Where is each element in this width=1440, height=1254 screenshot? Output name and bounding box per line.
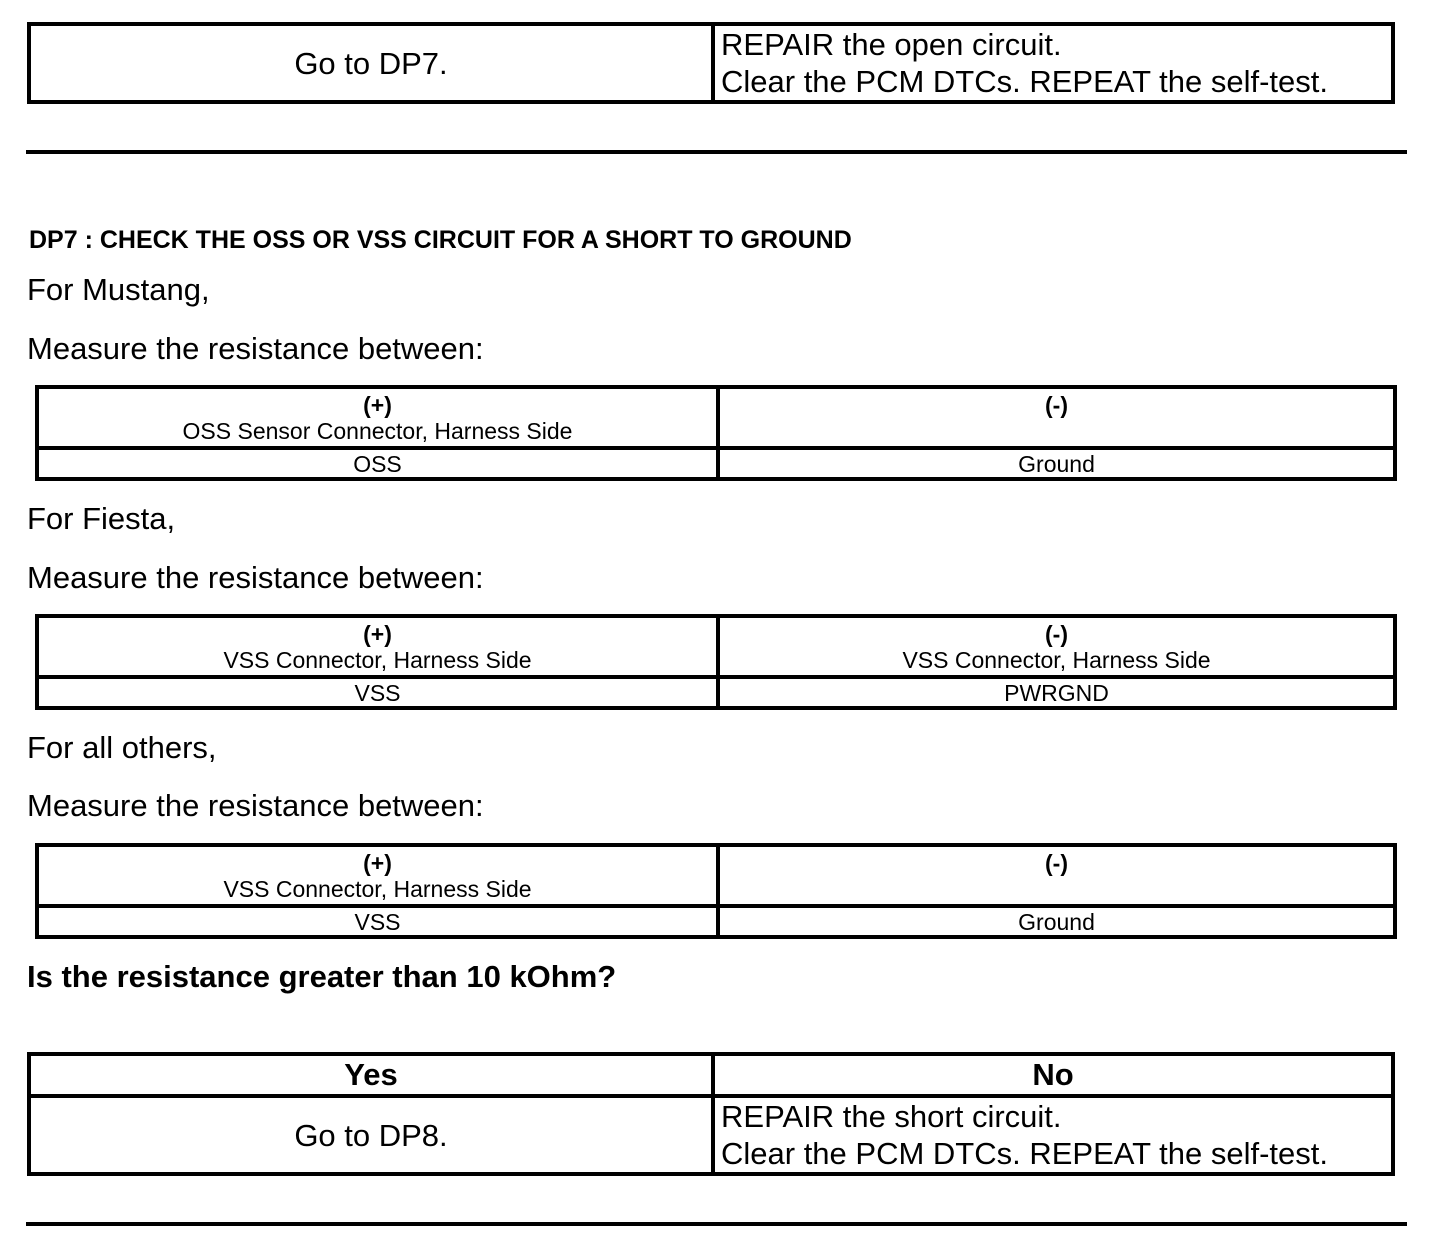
yes-action-cell <box>29 1096 713 1174</box>
negative-lead-header <box>718 616 1395 677</box>
positive-pin: OSS <box>37 448 718 479</box>
positive-lead-header <box>37 616 718 677</box>
no-action-line-2: Clear the PCM DTCs. REPEAT the self-test. <box>721 64 1328 99</box>
dp7-title: DP7 : CHECK THE OSS OR VSS CIRCUIT FOR A SHORT TO GROUND <box>29 226 852 254</box>
negative-lead-header <box>718 845 1395 906</box>
previous-step-result-table <box>27 22 1395 104</box>
yes-action-cell <box>29 24 713 102</box>
negative-symbol: (-) <box>1045 392 1068 418</box>
positive-symbol: (+) <box>363 392 392 418</box>
positive-location: VSS Connector, Harness Side <box>223 647 532 673</box>
negative-lead-header <box>718 387 1395 448</box>
positive-symbol: (+) <box>363 850 392 876</box>
section-divider <box>26 150 1407 154</box>
no-header: No <box>713 1054 1393 1096</box>
dp7-result-table <box>27 1052 1395 1176</box>
fiesta-instruction: Measure the resistance between: <box>27 560 484 595</box>
others-intro: For all others, <box>27 730 217 765</box>
negative-symbol: (-) <box>1045 850 1068 876</box>
positive-lead-header <box>37 387 718 448</box>
positive-location: OSS Sensor Connector, Harness Side <box>182 418 573 444</box>
fiesta-measurement-table <box>35 614 1397 710</box>
no-action-line-1: REPAIR the short circuit. <box>721 1099 1062 1134</box>
yes-action-text: Go to DP7. <box>294 45 448 81</box>
negative-pin: PWRGND <box>718 677 1395 708</box>
yes-action-text: Go to DP8. <box>294 1117 448 1153</box>
negative-location: VSS Connector, Harness Side <box>902 647 1211 673</box>
positive-location: VSS Connector, Harness Side <box>223 876 532 902</box>
mustang-intro: For Mustang, <box>27 272 210 307</box>
negative-pin: Ground <box>718 448 1395 479</box>
no-action-cell <box>713 1096 1393 1174</box>
positive-lead-header <box>37 845 718 906</box>
negative-pin: Ground <box>718 906 1395 937</box>
section-divider <box>26 1222 1407 1226</box>
fiesta-intro: For Fiesta, <box>27 501 176 536</box>
no-action-cell <box>713 24 1393 102</box>
positive-pin: VSS <box>37 906 718 937</box>
resistance-question: Is the resistance greater than 10 kOhm? <box>27 959 617 994</box>
no-action-line-1: REPAIR the open circuit. <box>721 27 1062 62</box>
negative-symbol: (-) <box>1045 621 1068 647</box>
positive-symbol: (+) <box>363 621 392 647</box>
yes-header: Yes <box>29 1054 713 1096</box>
no-action-line-2: Clear the PCM DTCs. REPEAT the self-test. <box>721 1136 1328 1171</box>
others-instruction: Measure the resistance between: <box>27 788 484 823</box>
positive-pin: VSS <box>37 677 718 708</box>
others-measurement-table <box>35 843 1397 939</box>
mustang-measurement-table <box>35 385 1397 481</box>
mustang-instruction: Measure the resistance between: <box>27 331 484 366</box>
